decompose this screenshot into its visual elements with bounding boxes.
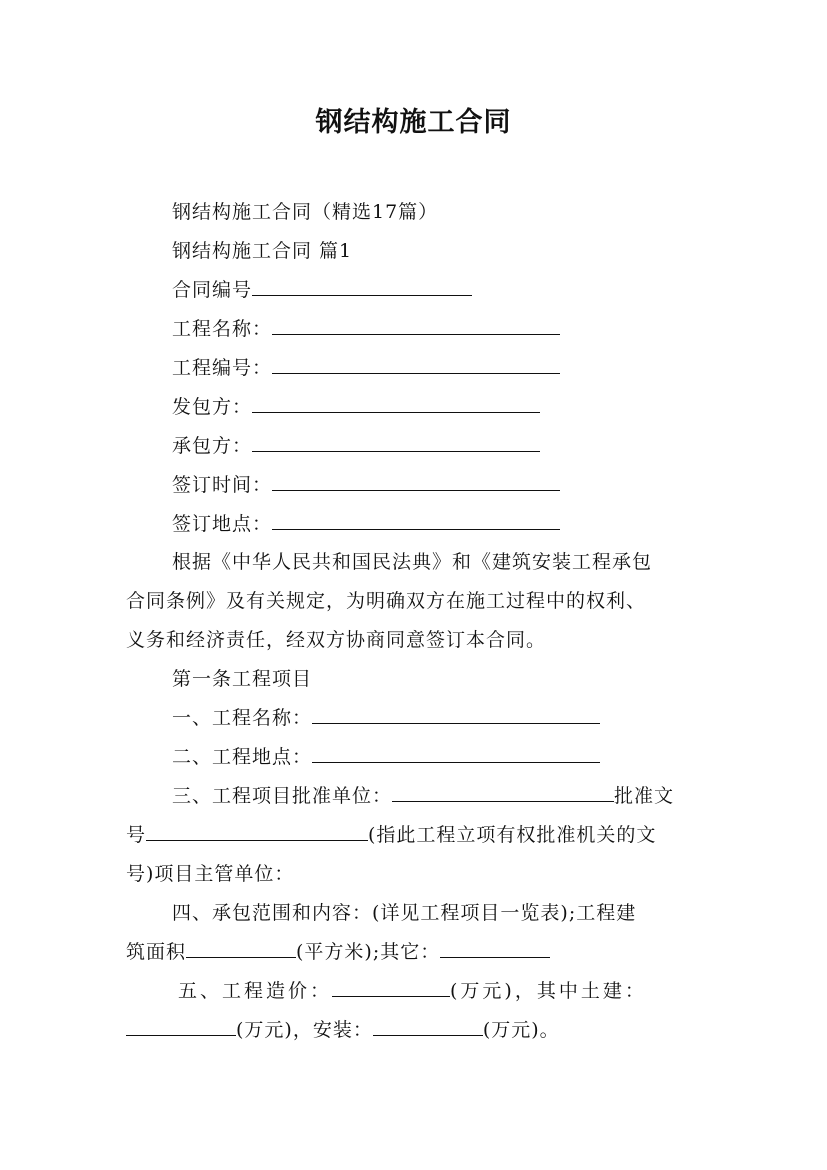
- fill-in-blank[interactable]: [146, 821, 368, 841]
- fill-in-blank[interactable]: [126, 1016, 236, 1036]
- preamble-line: 合同条例》及有关规定，为明确双方在施工过程中的权利、: [126, 590, 647, 612]
- field-label: 合同编号: [172, 279, 253, 301]
- item-building-area: [126, 938, 706, 966]
- fill-in-blank[interactable]: [440, 938, 550, 958]
- field-sign-time: [172, 471, 752, 499]
- fill-in-blank[interactable]: [272, 354, 560, 374]
- preamble-line: 根据《中华人民共和国民法典》和《建筑安装工程承包: [172, 551, 653, 573]
- fill-in-blank[interactable]: [252, 432, 540, 452]
- field-label: 发包方：: [172, 396, 253, 418]
- fill-in-blank[interactable]: [373, 1016, 483, 1036]
- field-project-name: [172, 315, 752, 343]
- item-text: 筑面积: [126, 941, 187, 963]
- document-title: 钢结构施工合同: [315, 107, 512, 138]
- article-heading: 第一条工程项目: [172, 668, 313, 690]
- item-supervising-unit: 号)项目主管单位：: [126, 863, 295, 885]
- item-text: 批准文: [614, 785, 675, 807]
- field-contractor: [172, 432, 752, 460]
- item-scope: 四、承包范围和内容：(详见工程项目一览表);工程建: [172, 902, 637, 924]
- preamble-line: 义务和经济责任，经双方协商同意签订本合同。: [126, 629, 547, 651]
- item-label: 五、工程造价：: [178, 980, 333, 1002]
- part-heading: 钢结构施工合同 篇1: [172, 240, 353, 262]
- field-label: 签订时间：: [172, 474, 273, 496]
- item-label: 三、工程项目批准单位：: [172, 785, 393, 807]
- item-project-name: [172, 704, 752, 732]
- item-label: 二、工程地点：: [172, 746, 313, 768]
- field-label: 工程名称：: [172, 318, 273, 340]
- item-text: (万元)，安装：: [236, 1019, 373, 1041]
- field-label: 工程编号：: [172, 357, 273, 379]
- subtitle: 钢结构施工合同（精选17篇）: [172, 201, 439, 223]
- field-project-no: [172, 354, 752, 382]
- field-label: 签订地点：: [172, 513, 273, 535]
- item-text: (万元)。: [482, 1019, 560, 1041]
- fill-in-blank[interactable]: [272, 471, 560, 491]
- fill-in-blank[interactable]: [272, 510, 560, 530]
- item-contract-price: [178, 977, 758, 1005]
- item-approval-no: [126, 821, 706, 849]
- field-employer: [172, 393, 752, 421]
- item-price-breakdown: [126, 1016, 706, 1044]
- field-label: 承包方：: [172, 435, 253, 457]
- fill-in-blank[interactable]: [186, 938, 296, 958]
- item-text: 号: [126, 824, 147, 846]
- item-approval-unit: [172, 782, 752, 810]
- fill-in-blank[interactable]: [252, 276, 472, 296]
- item-text: (平方米);其它：: [296, 941, 441, 963]
- field-contract-no: [172, 276, 752, 304]
- item-text: (指此工程立项有权批准机关的文: [368, 824, 657, 846]
- item-label: 一、工程名称：: [172, 707, 313, 729]
- fill-in-blank[interactable]: [252, 393, 540, 413]
- fill-in-blank[interactable]: [272, 315, 560, 335]
- fill-in-blank[interactable]: [332, 977, 450, 997]
- item-project-location: [172, 743, 752, 771]
- fill-in-blank[interactable]: [312, 743, 600, 763]
- item-text: (万元)，其中土建：: [450, 980, 647, 1002]
- field-sign-place: [172, 510, 752, 538]
- fill-in-blank[interactable]: [392, 782, 614, 802]
- fill-in-blank[interactable]: [312, 704, 600, 724]
